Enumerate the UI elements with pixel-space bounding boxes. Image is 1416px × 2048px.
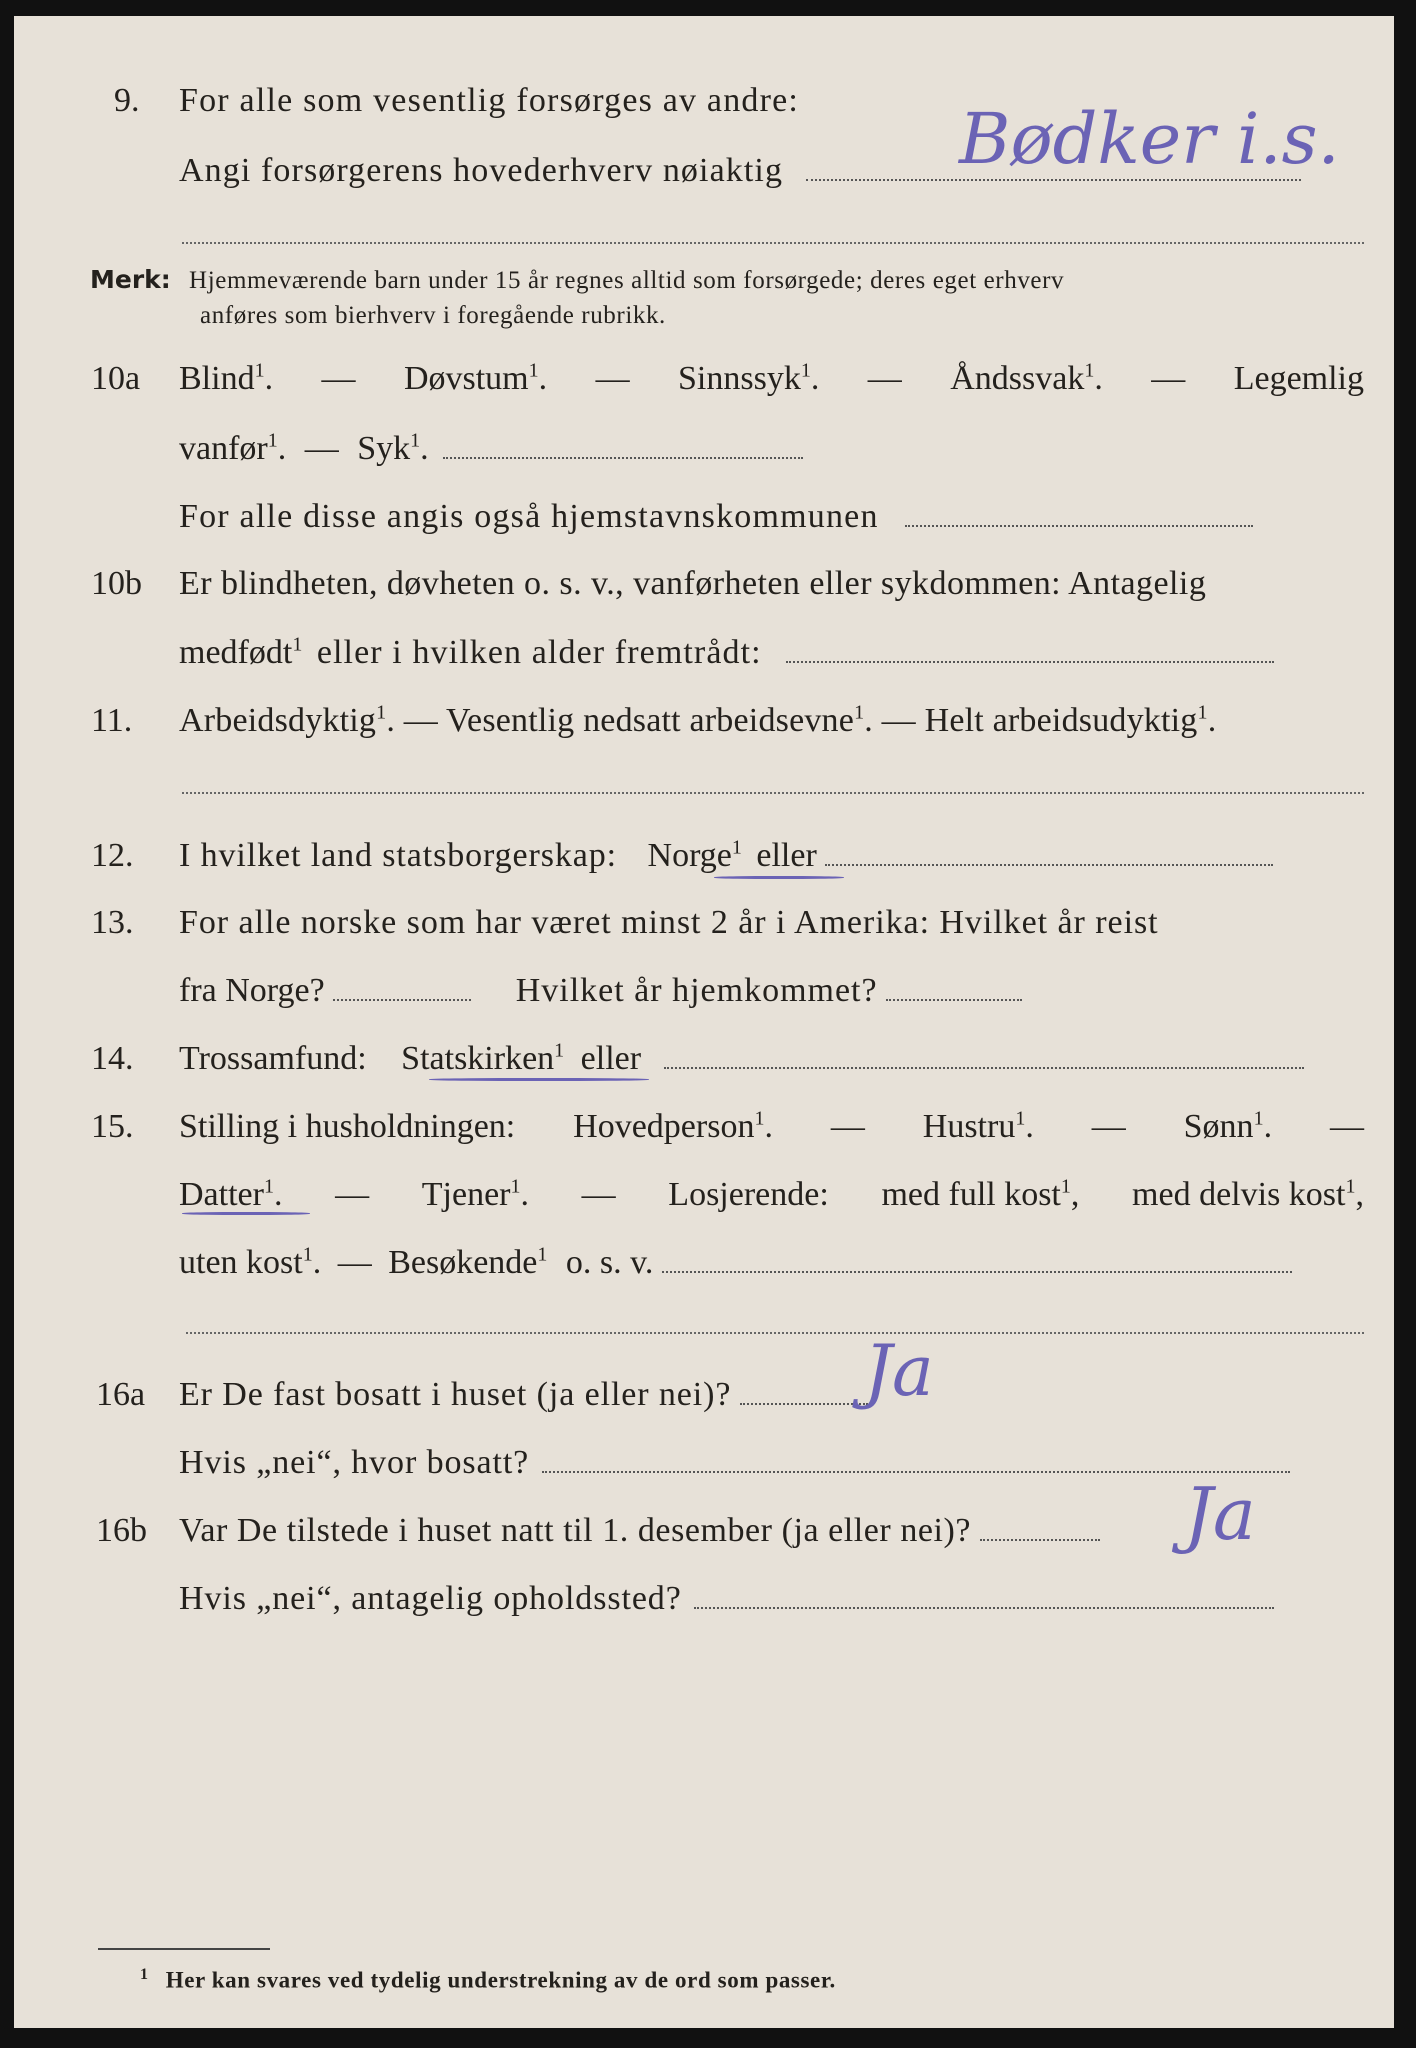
q10a-opt-sinnssyk[interactable]: Sinnssyk$^1$.	[678, 359, 820, 397]
q10a-opt-vanfor[interactable]: vanfør$^1$.	[179, 429, 287, 467]
dash: —	[581, 1176, 616, 1213]
q13-line1: For alle norske som har været minst 2 år i Amerika: Hvilket år reist	[179, 904, 1159, 941]
q14-text: Trossamfund:	[179, 1040, 367, 1077]
q9-line1: For alle som vesentlig forsørges av andre:	[179, 82, 800, 119]
q9-number: 9.	[114, 82, 140, 119]
q16a-line1: Er De fast bosatt i huset (ja eller nei)?	[179, 1376, 732, 1413]
dash: —	[335, 1176, 370, 1213]
q16a-number: 16a	[96, 1376, 146, 1413]
q13-line2	[179, 974, 1022, 1008]
q11-line	[179, 701, 1217, 739]
q16b-line2-row	[179, 1582, 1274, 1616]
q16b-answer-field[interactable]	[980, 1535, 1100, 1541]
q11-opt-nedsatt[interactable]: Vesentlig nedsatt arbeidsevne$^1$.	[446, 701, 873, 739]
q16b-line1-row	[179, 1514, 1100, 1548]
q10a-number: 10a	[91, 360, 141, 397]
q14-opt-statskirken[interactable]: Statskirken$^1$	[401, 1039, 565, 1077]
q10a-opt-andssvak[interactable]: Åndssvak$^1$.	[950, 359, 1103, 397]
q11-opt-arbeidsdyktig[interactable]: Arbeidsdyktig$^1$.	[179, 701, 396, 739]
q9-extra-line[interactable]	[182, 242, 1364, 244]
q15-opt-sonn[interactable]: Sønn$^1$.	[1183, 1107, 1273, 1145]
q16b-stay-field[interactable]	[694, 1603, 1274, 1609]
q14-other-field[interactable]	[664, 1063, 1304, 1069]
q14-line	[179, 1039, 1304, 1077]
q15-extra-line[interactable]	[186, 1332, 1364, 1334]
q15-opt-besokende[interactable]: Besøkende$^1$	[388, 1243, 548, 1281]
dash: —	[403, 702, 438, 739]
q13-number: 13.	[91, 904, 134, 941]
q15-other-field[interactable]	[662, 1267, 1292, 1273]
q15-losjerende: Losjerende:	[668, 1176, 829, 1213]
merk-line1: Hjemmeværende barn under 15 år regnes alltid som forsørgede; deres eget erhverv	[189, 267, 1065, 294]
q10a-opt-blind[interactable]: Blind$^1$.	[179, 359, 274, 397]
footnote-rule	[98, 1948, 270, 1950]
q11-number: 11.	[91, 702, 133, 739]
q14-statskirken-underline	[429, 1078, 649, 1081]
q12-text: I hvilket land statsborgerskap:	[179, 837, 618, 874]
dash: —	[881, 702, 916, 739]
q16a-handwritten-answer: Ja	[864, 1330, 934, 1412]
q10a-opt-syk[interactable]: Syk$^1$.	[357, 429, 429, 467]
q10b-number: 10b	[91, 565, 142, 602]
footnote	[140, 1966, 836, 1994]
q15-opt-uten-kost[interactable]: uten kost$^1$.	[179, 1243, 322, 1281]
q16b-line2: Hvis „nei“, antagelig opholdssted?	[179, 1580, 682, 1617]
dash: —	[595, 360, 630, 397]
merk-note	[90, 262, 1064, 299]
footnote-text: Her kan svares ved tydelig understrekning av de ord som passer.	[165, 1967, 836, 1993]
dash: —	[304, 430, 339, 467]
q12-other-field[interactable]	[825, 860, 1273, 866]
footnote-mark: 1	[140, 1966, 148, 1983]
q12-line	[179, 836, 1273, 874]
census-form-page	[14, 16, 1394, 2028]
q15-opt-hovedperson[interactable]: Hovedperson$^1$.	[573, 1107, 773, 1145]
q10b-line1: Er blindheten, døvheten o. s. v., vanførheten eller sykdommen: Antagelig	[179, 565, 1207, 602]
dash: —	[337, 1244, 372, 1281]
q13-reist-field[interactable]	[333, 995, 471, 1001]
q16a-answer-field[interactable]	[740, 1399, 868, 1405]
q11-extra-line[interactable]	[182, 792, 1364, 794]
q15-line2	[179, 1175, 1364, 1213]
q16b-handwritten-answer: Ja	[1184, 1472, 1256, 1556]
dash: —	[830, 1108, 865, 1145]
q15-opt-tjener[interactable]: Tjener$^1$.	[421, 1175, 529, 1213]
dash: —	[1329, 1108, 1364, 1145]
q10b-opt-medfodt[interactable]: medfødt$^1$	[179, 633, 303, 671]
q10a-line1	[179, 359, 1364, 397]
q10a-syk-field[interactable]	[443, 453, 803, 459]
q14-eller: eller	[580, 1040, 642, 1077]
q12-opt-norge[interactable]: Norge$^1$	[647, 836, 742, 874]
q16a-where-field[interactable]	[542, 1467, 1290, 1473]
q9-handwritten-answer: Bødker i.s.	[959, 98, 1340, 180]
q12-eller: eller	[756, 837, 817, 874]
q15-text: Stilling i husholdningen:	[179, 1108, 516, 1145]
q10a-hjemstavn-field[interactable]	[905, 521, 1253, 527]
q15-opt-delvis-kost[interactable]: med delvis kost$^1$,	[1132, 1175, 1364, 1213]
q10a-line2	[179, 429, 803, 467]
q15-number: 15.	[91, 1108, 134, 1145]
q10a-line3-row	[179, 500, 1253, 534]
q15-osv: o. s. v.	[565, 1244, 654, 1281]
dash: —	[867, 360, 902, 397]
merk-label: Merk:	[90, 265, 171, 294]
q10a-opt-dovstum[interactable]: Døvstum$^1$.	[403, 359, 548, 397]
q10b-age-field[interactable]	[786, 657, 1274, 663]
q15-opt-hustru[interactable]: Hustru$^1$.	[922, 1107, 1034, 1145]
q12-norge-underline	[714, 876, 844, 879]
q13-reist-label: fra Norge?	[179, 972, 325, 1009]
q16b-line1: Var De tilstede i huset natt til 1. desember (ja eller nei)?	[179, 1512, 972, 1549]
merk-line2: anføres som bierhverv i foregående rubrikk.	[200, 302, 666, 329]
q12-number: 12.	[91, 837, 134, 874]
dash: —	[321, 360, 356, 397]
q14-number: 14.	[91, 1040, 134, 1077]
q16a-line2: Hvis „nei“, hvor bosatt?	[179, 1444, 530, 1481]
dash: —	[1091, 1108, 1126, 1145]
q15-line1	[179, 1107, 1364, 1145]
dash: —	[1151, 360, 1186, 397]
q15-datter-underline	[182, 1212, 310, 1215]
q11-opt-udyktig[interactable]: Helt arbeidsudyktig$^1$.	[924, 701, 1217, 739]
q10b-line2-row	[179, 633, 1274, 671]
q16a-line2-row	[179, 1446, 1290, 1480]
q16a-line1-row	[179, 1378, 868, 1412]
q10a-line3: For alle disse angis også hjemstavnskommunen	[179, 498, 879, 535]
q13-hjemkommet-field[interactable]	[886, 995, 1022, 1001]
q13-hjemkommet-label: Hvilket år hjemkommet?	[515, 972, 878, 1009]
q15-line3	[179, 1243, 1292, 1281]
q10b-line2: eller i hvilken alder fremtrådt:	[316, 634, 762, 671]
q16b-number: 16b	[96, 1512, 147, 1549]
q15-opt-datter[interactable]: Datter$^1$.	[179, 1175, 283, 1213]
q10a-opt-legemlig[interactable]: Legemlig	[1233, 360, 1364, 397]
q9-line2: Angi forsørgerens hovederhverv nøiaktig	[179, 152, 784, 189]
q15-opt-full-kost[interactable]: med full kost$^1$,	[881, 1175, 1080, 1213]
